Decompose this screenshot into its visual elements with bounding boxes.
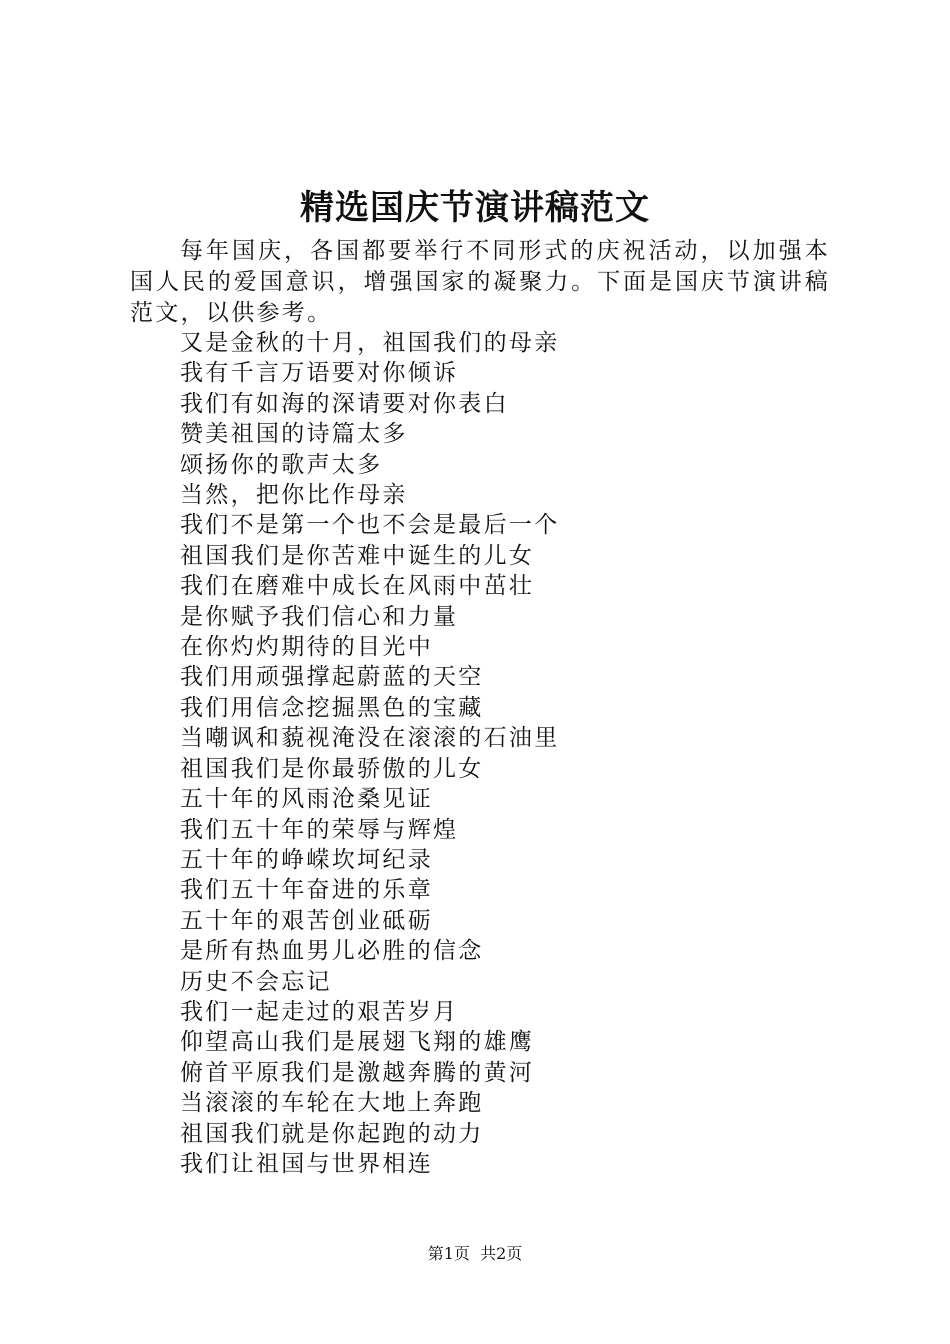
page-footer: 第1页 共2页 — [427, 1244, 523, 1263]
poem-line: 祖国我们是你最骄傲的儿女 — [180, 755, 484, 782]
poem-line: 是你赋予我们信心和力量 — [180, 603, 459, 630]
poem-line: 五十年的艰苦创业砥砺 — [180, 907, 433, 934]
poem-line: 当滚滚的车轮在大地上奔跑 — [180, 1090, 484, 1117]
poem-line: 我们在磨难中成长在风雨中茁壮 — [180, 573, 535, 600]
poem-line: 我们不是第一个也不会是最后一个 — [180, 512, 560, 539]
poem-line: 是所有热血男儿必胜的信念 — [180, 938, 484, 965]
poem-lines — [180, 328, 560, 1179]
poem-line: 颂扬你的歌声太多 — [180, 451, 383, 478]
poem-line: 我们让祖国与世界相连 — [180, 1150, 433, 1177]
poem-line: 我们用信念挖掘黑色的宝藏 — [180, 694, 484, 721]
poem-line: 当然，把你比作母亲 — [180, 482, 408, 509]
poem-line: 我有千言万语要对你倾诉 — [180, 360, 459, 387]
poem-line: 祖国我们是你苦难中诞生的儿女 — [180, 542, 535, 569]
poem-line: 赞美祖国的诗篇太多 — [180, 421, 408, 448]
poem-line: 五十年的风雨沧桑见证 — [180, 786, 433, 813]
poem-line: 我们五十年奋进的乐章 — [180, 877, 433, 904]
poem-line: 仰望高山我们是展翅飞翔的雄鹰 — [180, 1029, 535, 1056]
document-title: 精选国庆节演讲稿范文 — [300, 188, 650, 228]
poem-line: 祖国我们就是你起跑的动力 — [180, 1120, 484, 1147]
poem-line: 我们一起走过的艰苦岁月 — [180, 998, 459, 1025]
poem-line: 我们用顽强撑起蔚蓝的天空 — [180, 664, 484, 691]
poem-line: 又是金秋的十月，祖国我们的母亲 — [180, 330, 560, 356]
poem-line: 历史不会忘记 — [180, 968, 332, 995]
poem-line: 当嘲讽和藐视淹没在滚滚的石油里 — [180, 725, 560, 752]
poem-line: 我们有如海的深请要对你表白 — [180, 390, 509, 417]
poem-line: 俯首平原我们是激越奔腾的黄河 — [180, 1059, 535, 1086]
poem-line: 我们五十年的荣辱与辉煌 — [180, 816, 459, 843]
intro-paragraph: 每年国庆，各国都要举行不同形式的庆祝活动，以加强本国人民的爱国意识，增强国家的凝聚力。下面是国庆节演讲稿范文，以供参考。 — [130, 238, 830, 326]
poem-line: 五十年的峥嵘坎坷纪录 — [180, 846, 433, 873]
poem-line: 在你灼灼期待的目光中 — [180, 634, 433, 661]
